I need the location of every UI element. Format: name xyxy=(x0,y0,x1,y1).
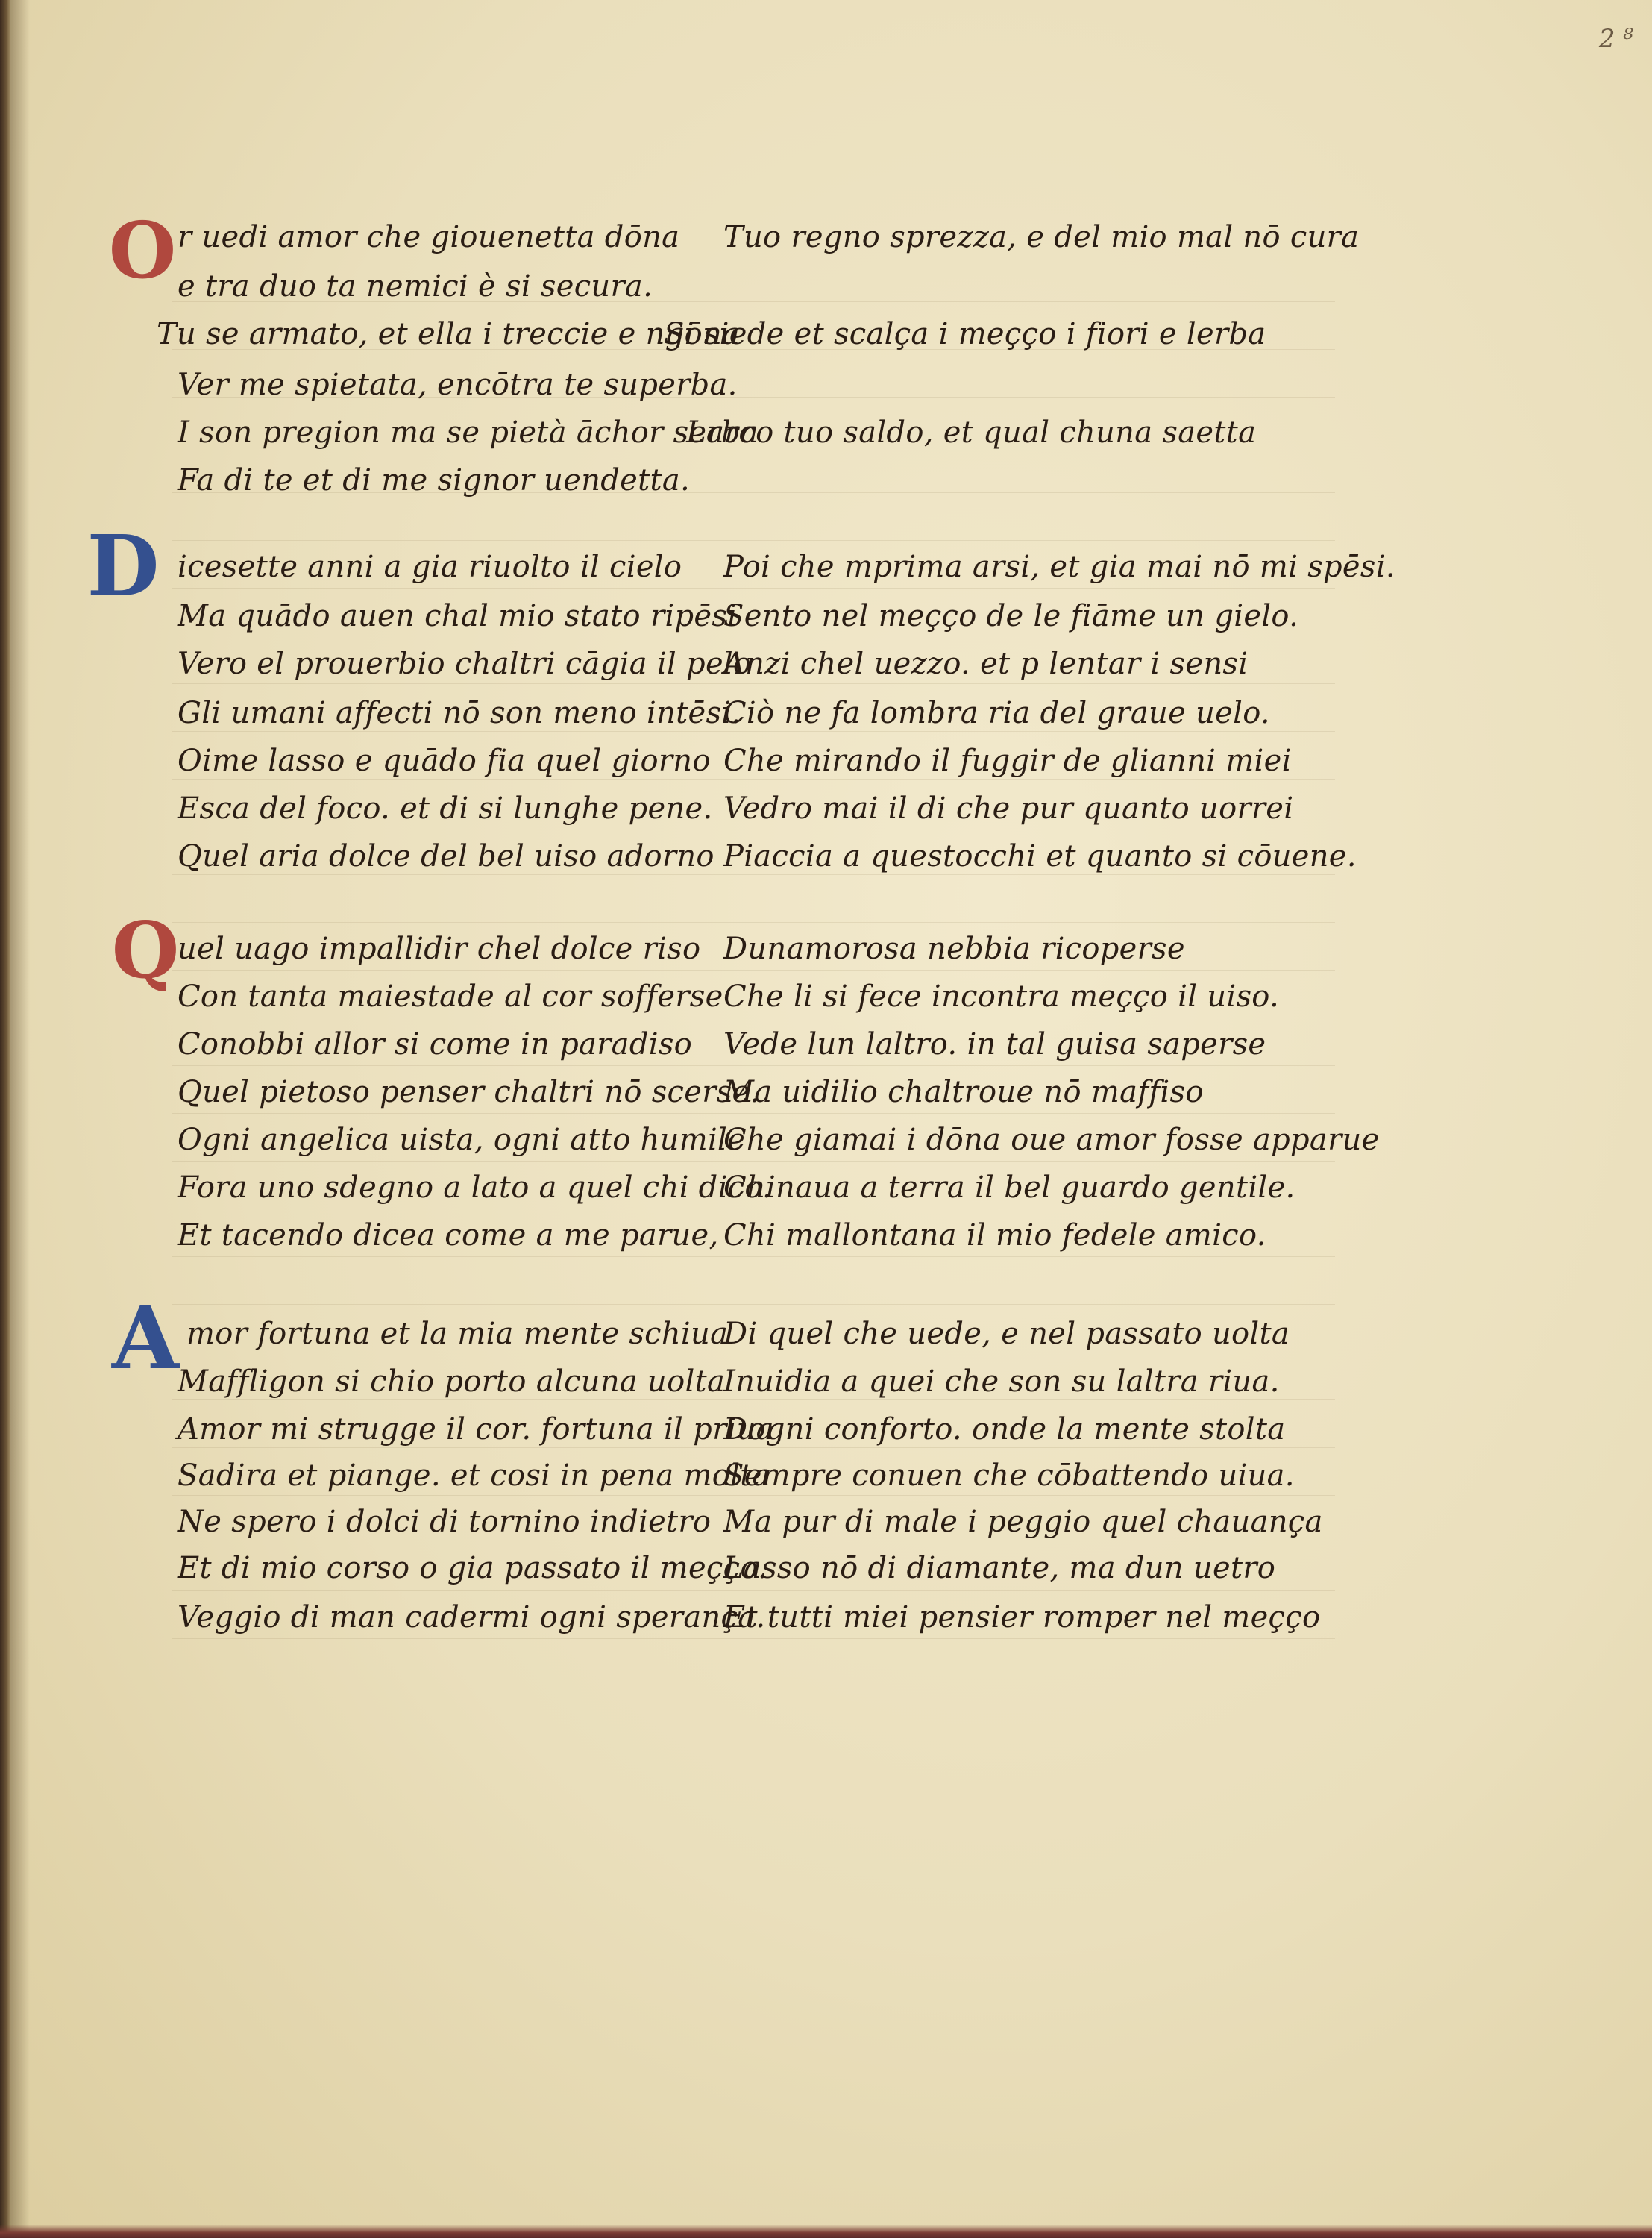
ruling-line xyxy=(172,970,1335,971)
verse-line: Gli umani affecti nō son meno intēsi. xyxy=(178,696,741,730)
verse-line: Che mirando il fuggir de glianni miei xyxy=(723,744,1292,778)
verse-line: Chinaua a terra il bel guardo gentile. xyxy=(723,1170,1295,1205)
decorated-initial-q: Q xyxy=(111,904,180,996)
verse-line: Quel pietoso penser chaltri nō scerse. xyxy=(178,1075,760,1109)
folio-number: 2 ⁸ xyxy=(1598,24,1633,54)
ruling-line xyxy=(172,1590,1335,1591)
verse-line: Chi mallontana il mio fedele amico. xyxy=(723,1218,1266,1253)
verse-line: I son pregion ma se pietà āchor serba xyxy=(178,416,759,450)
verse-line: Esca del foco. et di si lunghe pene. xyxy=(178,792,713,826)
verse-line: Sadira et piange. et cosi in pena molta xyxy=(178,1458,770,1493)
verse-line: Fora uno sdegno a lato a quel chi dico. xyxy=(178,1170,773,1205)
verse-line: Ver me spietata, encōtra te superba. xyxy=(178,368,738,402)
decorated-initial-d: D xyxy=(87,518,160,615)
verse-line: mor fortuna et la mia mente schiua xyxy=(186,1317,729,1351)
verse-line: Ma pur di male i peggio quel chauança xyxy=(723,1505,1323,1539)
verse-line: Con tanta maiestade al cor sofferse xyxy=(178,979,723,1014)
verse-line: Conobbi allor si come in paradiso xyxy=(178,1027,693,1062)
verse-line: Ogni angelica uista, ogni atto humile xyxy=(178,1123,746,1157)
verse-line: Che li si fece incontra meçço il uiso. xyxy=(723,979,1279,1014)
verse-line: Si siede et scalça i meçço i fiori e lerba xyxy=(664,317,1266,351)
ruling-line xyxy=(172,588,1335,589)
verse-line: Lasso nō di diamante, ma dun uetro xyxy=(723,1551,1276,1585)
verse-line: Vede lun laltro. in tal guisa saperse xyxy=(723,1027,1266,1062)
verse-line: Ma uidilio chaltroue nō maffiso xyxy=(723,1075,1204,1109)
verse-line: Dunamorosa nebbia ricoperse xyxy=(723,932,1185,966)
ruling-line xyxy=(172,1113,1335,1114)
verse-line: Inuidia a quei che son su laltra riua. xyxy=(723,1364,1280,1399)
verse-line: Poi che mprima arsi, et gia mai nō mi spēsi. xyxy=(723,550,1395,584)
verse-line: Et tacendo dicea come a me parue, xyxy=(178,1218,719,1253)
ruling-line xyxy=(172,1161,1335,1162)
verse-line: Tu se armato, et ella i treccie e ngōna xyxy=(157,317,741,351)
verse-line: Ma quādo auen chal mio stato ripēsi xyxy=(178,599,738,633)
gutter-shadow xyxy=(10,0,30,2238)
ruling-line xyxy=(172,1638,1335,1639)
ruling-line xyxy=(172,1256,1335,1257)
decorated-initial-o: O xyxy=(108,204,177,296)
verse-line: Anzi chel uezzo. et p lentar i sensi xyxy=(723,647,1249,681)
decorated-initial-a: A xyxy=(111,1288,179,1389)
verse-line: icesette anni a gia riuolto il cielo xyxy=(178,550,682,584)
verse-line: Che giamai i dōna oue amor fosse apparue xyxy=(723,1123,1380,1157)
verse-line: r uedi amor che giouenetta dōna xyxy=(178,220,680,254)
verse-line: uel uago impallidir chel dolce riso xyxy=(178,932,701,966)
verse-line: Amor mi strugge il cor. fortuna il priua xyxy=(178,1412,774,1446)
ruling-line xyxy=(172,922,1335,923)
verse-line: Et di mio corso o gia passato il meçço. xyxy=(178,1551,768,1585)
ruling-line xyxy=(172,540,1335,541)
verse-line: Tuo regno sprezza, e del mio mal nō cura xyxy=(723,220,1360,254)
ruling-line xyxy=(172,1065,1335,1066)
verse-line: Dogni conforto. onde la mente stolta xyxy=(723,1412,1286,1446)
verse-line: Vedro mai il di che pur quanto uorrei xyxy=(723,792,1294,826)
page-bottom-edge xyxy=(0,2225,1652,2238)
verse-line: Sento nel meçço de le fiāme un gielo. xyxy=(723,599,1299,633)
verse-line: Fa di te et di me signor uendetta. xyxy=(178,463,691,498)
verse-line: Oime lasso e quādo fia quel giorno xyxy=(178,744,711,778)
verse-line: Veggio di man cadermi ogni sperança. xyxy=(178,1600,766,1634)
verse-line: Di quel che uede, e nel passato uolta xyxy=(723,1317,1290,1351)
verse-line: Piaccia a questocchi et quanto si cōuene. xyxy=(723,839,1357,874)
verse-line: Maffligon si chio porto alcuna uolta xyxy=(178,1364,726,1399)
verse-line: Ciò ne fa lombra ria del graue uelo. xyxy=(723,696,1270,730)
verse-line: Quel aria dolce del bel uiso adorno xyxy=(178,839,714,874)
verse-line: Vero el prouerbio chaltri cāgia il pelo xyxy=(178,647,752,681)
ruling-line xyxy=(172,1304,1335,1305)
binding-gutter xyxy=(0,0,10,2238)
verse-line: Larco tuo saldo, et qual chuna saetta xyxy=(686,416,1257,450)
verse-line: Sempre conuen che cōbattendo uiua. xyxy=(723,1458,1295,1493)
verse-line: Et tutti miei pensier romper nel meçço xyxy=(723,1600,1321,1634)
verse-line: e tra duo ta nemici è si secura. xyxy=(178,269,653,304)
verse-line: Ne spero i dolci di tornino indietro xyxy=(178,1505,712,1539)
